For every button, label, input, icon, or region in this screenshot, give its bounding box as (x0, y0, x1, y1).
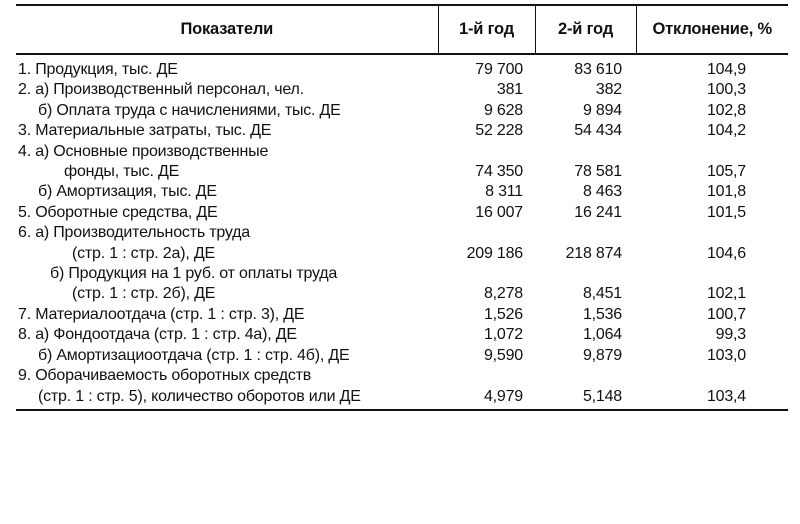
deviation-cell: 104,6 (706, 244, 746, 262)
year2-cell (535, 142, 636, 162)
indicator-cell: (стр. 1 : стр. 2а), ДЕ (72, 244, 215, 262)
indicators-table (16, 4, 788, 411)
year1-cell (438, 264, 535, 284)
deviation-cell: 102,8 (706, 101, 746, 119)
indicator-cell: б) Оплата труда с начислениями, тыс. ДЕ (38, 101, 341, 119)
deviation-cell: 100,7 (706, 305, 746, 323)
table-row (16, 387, 788, 410)
year2-cell: 9,879 (582, 346, 622, 364)
indicator-cell: б) Амортизациоотдача (стр. 1 : стр. 4б), ДЕ (38, 346, 350, 364)
year2-cell: 54 434 (574, 122, 622, 140)
table-row (16, 223, 788, 243)
year2-cell (535, 366, 636, 386)
indicator-cell: 1. Продукция, тыс. ДЕ (18, 61, 178, 78)
table-row (16, 121, 788, 141)
deviation-cell: 101,8 (706, 183, 746, 201)
deviation-cell (636, 142, 788, 162)
year1-cell: 9,590 (483, 346, 523, 364)
header-row (16, 5, 788, 54)
year2-cell: 8 463 (582, 183, 622, 201)
year2-cell (535, 223, 636, 243)
indicator-cell: 4. а) Основные производственные (18, 142, 269, 160)
header-indicator: Показатели (16, 5, 438, 54)
year1-cell (438, 223, 535, 243)
indicator-cell: 9. Оборачиваемость оборотных средств (18, 367, 312, 385)
header-year2: 2-й год (535, 5, 636, 54)
year1-cell: 381 (496, 81, 523, 99)
year2-cell: 5,148 (535, 387, 636, 410)
table-row (16, 182, 788, 202)
year2-cell: 83 610 (574, 61, 622, 78)
year1-cell: 52 228 (475, 122, 523, 140)
year1-cell: 1,526 (483, 305, 523, 323)
indicator-cell: 8. а) Фондоотдача (стр. 1 : стр. 4а), ДЕ (18, 326, 297, 344)
deviation-cell: 104,2 (706, 122, 746, 140)
year2-cell: 9 894 (582, 101, 622, 119)
year1-cell: 16 007 (475, 203, 523, 221)
table-row (16, 162, 788, 182)
deviation-cell: 105,7 (706, 163, 746, 181)
table-row (16, 346, 788, 366)
year2-cell: 8,451 (582, 285, 622, 303)
year2-cell: 1,536 (582, 305, 622, 323)
deviation-cell: 100,3 (706, 81, 746, 99)
indicator-cell: б) Продукция на 1 руб. от оплаты труда (50, 265, 338, 283)
table-row (16, 54, 788, 80)
table-row (16, 305, 788, 325)
year2-cell: 218 874 (565, 244, 622, 262)
indicator-cell: 3. Материальные затраты, тыс. ДЕ (18, 122, 272, 140)
table-row (16, 244, 788, 264)
indicator-cell: (стр. 1 : стр. 2б), ДЕ (72, 285, 216, 303)
indicator-cell: 5. Оборотные средства, ДЕ (18, 203, 218, 221)
deviation-cell (636, 264, 788, 284)
table-row (16, 325, 788, 345)
deviation-cell: 104,9 (706, 61, 746, 78)
year1-cell: 74 350 (475, 163, 523, 181)
year2-cell: 1,064 (582, 326, 622, 344)
table-row (16, 80, 788, 100)
year1-cell: 1,072 (483, 326, 523, 344)
deviation-cell: 103,4 (636, 387, 788, 410)
year2-cell: 78 581 (574, 163, 622, 181)
indicator-cell: б) Амортизация, тыс. ДЕ (38, 183, 217, 201)
table-body (16, 54, 788, 410)
deviation-cell (636, 366, 788, 386)
year2-cell (535, 264, 636, 284)
year1-cell: 8 311 (485, 183, 523, 201)
deviation-cell: 101,5 (706, 203, 746, 221)
indicator-cell: 2. а) Производственный персонал, чел. (18, 81, 304, 99)
indicator-cell: 6. а) Производительность труда (18, 224, 250, 242)
indicator-cell: фонды, тыс. ДЕ (64, 163, 180, 181)
header-year1: 1-й год (438, 5, 535, 54)
table-row (16, 203, 788, 223)
year1-cell: 4,979 (438, 387, 535, 410)
year2-cell: 382 (595, 81, 622, 99)
table-row (16, 366, 788, 386)
table-row (16, 264, 788, 284)
deviation-cell: 102,1 (706, 285, 746, 303)
header-deviation: Отклонение, % (636, 5, 788, 54)
deviation-cell (636, 223, 788, 243)
year1-cell: 79 700 (475, 61, 523, 78)
year2-cell: 16 241 (574, 203, 622, 221)
year1-cell (438, 366, 535, 386)
table-row (16, 284, 788, 304)
table-row (16, 101, 788, 121)
table-header (16, 5, 788, 54)
year1-cell: 209 186 (466, 244, 523, 262)
year1-cell (438, 142, 535, 162)
deviation-cell: 103,0 (706, 346, 746, 364)
year1-cell: 9 628 (483, 101, 523, 119)
indicator-cell: (стр. 1 : стр. 5), количество оборотов или ДЕ (16, 387, 438, 410)
year1-cell: 8,278 (483, 285, 523, 303)
deviation-cell: 99,3 (715, 326, 746, 344)
indicator-cell: 7. Материалоотдача (стр. 1 : стр. 3), ДЕ (18, 305, 305, 323)
table-row (16, 142, 788, 162)
